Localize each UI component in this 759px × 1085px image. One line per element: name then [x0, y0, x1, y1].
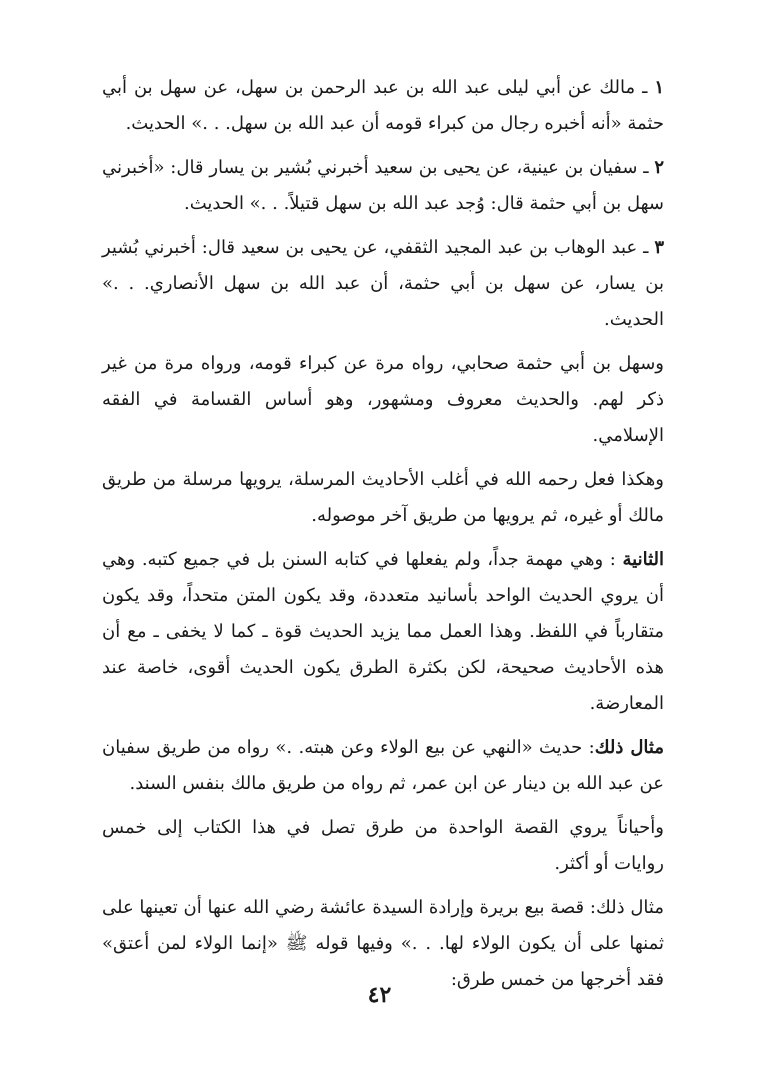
- list-number: ١: [654, 77, 664, 98]
- list-number: ٣: [654, 237, 664, 258]
- paragraph-text: ـ عبد الوهاب بن عبد المجيد الثقفي، عن يحيى بن سعيد قال: أخبرني بُشير بن يسار، عن سهل بن أبي حثمة، أن عبد الله بن سهل الأنصاري. . .» الحديث.: [102, 237, 664, 330]
- paragraph-text: ـ سفيان بن عينية، عن يحيى بن سعيد أخبرني بُشير بن يسار قال: «أخبرني سهل بن أبي حثمة قال: وُجد عبد الله بن سهل قتيلاً. . .» الحديث.: [102, 157, 664, 214]
- paragraph-text: : وهي مهمة جداً، ولم يفعلها في كتابه السنن بل في جميع كتبه. وهي أن يروي الحديث الواحد بأسانيد متعددة، وقد يكون المتن متحداً، وقد يكون متقارباً في اللفظ. وهذا العمل مما يزيد الحديث قوة ـ كما لا يخفى ـ مع أن هذه الأحاديث صحيحة، لكن بكثرة الطرق يكون الحديث أقوى، خاصة عند المعارضة.: [102, 549, 664, 714]
- paragraph-narration-3: [102, 230, 664, 338]
- paragraph-text: وأحياناً يروي القصة الواحدة من طرق تصل في هذا الكتاب إلى خمس روايات أو أكثر.: [102, 817, 664, 874]
- paragraph-example-1: [102, 730, 664, 802]
- paragraph-narration-2: [102, 150, 664, 222]
- paragraph-text: ـ مالك عن أبي ليلى عبد الله بن عبد الرحمن بن سهل، عن سهل بن أبي حثمة «أنه أخبره رجال من كبراء قومه أن عبد الله بن سهل. . .» الحديث.: [102, 77, 664, 134]
- paragraph-text: مثال ذلك: قصة بيع بريرة وإرادة السيدة عائشة رضي الله عنها أن تعينها على ثمنها على أن يكون الولاء لها. . .» وفيها قوله ﷺ «إنما الولاء لمن أعتق» فقد أخرجها من خمس طرق:: [102, 897, 664, 990]
- list-number: ٢: [654, 157, 664, 178]
- page-body: [102, 70, 664, 998]
- paragraph-text: : حديث «النهي عن بيع الولاء وعن هبته. .» رواه من طريق سفيان عن عبد الله بن دينار عن ابن عمر، ثم رواه من طريق مالك بنفس السند.: [102, 737, 664, 794]
- paragraph-text: وسهل بن أبي حثمة صحابي، رواه مرة عن كبراء قومه، ورواه مرة من غير ذكر لهم. والحديث معروف ومشهور، وهو أساس القسامة في الفقه الإسلامي.: [102, 353, 664, 446]
- paragraph-sahl-note: [102, 346, 664, 454]
- paragraph-second-point: [102, 542, 664, 722]
- paragraph-narration-1: [102, 70, 664, 142]
- paragraph-mursal-note: [102, 462, 664, 534]
- page-number: ٤٢: [367, 982, 392, 1008]
- paragraph-lead: الثانية: [622, 549, 664, 570]
- paragraph-text: وهكذا فعل رحمه الله في أغلب الأحاديث المرسلة، يرويها مرسلة من طريق مالك أو غيره، ثم يرويها من طريق آخر موصوله.: [102, 469, 664, 526]
- paragraph-lead: مثال ذلك: [594, 737, 664, 758]
- paragraph-multiple-routes: [102, 810, 664, 882]
